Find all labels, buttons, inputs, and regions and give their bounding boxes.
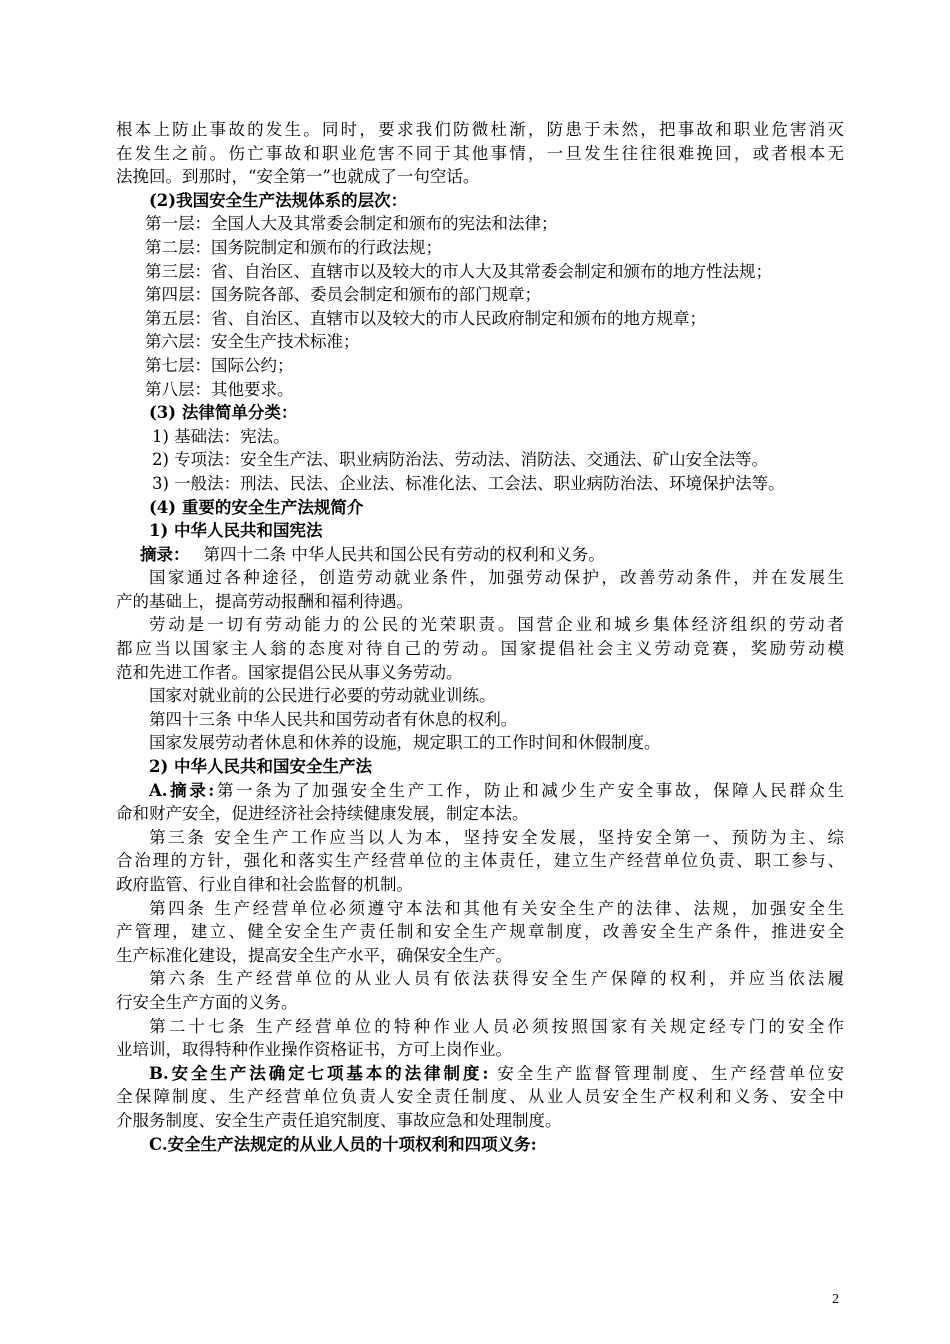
list-item: 第三层：省、自治区、直辖市以及较大的市人大及其常委会制定和颁布的地方性法规； xyxy=(145,261,772,281)
list-item: 第五层：省、自治区、直辖市以及较大的市人民政府制定和颁布的地方规章； xyxy=(145,308,706,328)
paragraph-line: 国家发展劳动者休息和休养的设施，规定职工的工作时间和休假制度。 xyxy=(149,733,661,753)
paragraph-line: 合治理的方针，强化和落实生产经营单位的主体责任，建立生产经营单位负责、职工参与、 xyxy=(116,851,844,871)
excerpt-text: 第一条为了加强安全生产工作，防止和减少生产安全事故，保障人民群众生 xyxy=(214,780,845,800)
paragraph-line xyxy=(116,543,844,567)
paragraph-line: 国家通过各种途径，创造劳动就业条件，加强劳动保护，改善劳动条件，并在发展生 xyxy=(149,568,844,588)
document-body xyxy=(116,118,844,1156)
list-item: 第八层：其他要求。 xyxy=(145,379,294,399)
list-item: 第四层：国务院各部、委员会制定和颁布的部门规章； xyxy=(145,285,541,305)
paragraph-line: 在发生之前。伤亡事故和职业危害不同于其他事情，一旦发生往往很难挽回，或者根本无 xyxy=(116,143,844,163)
list-item: 第六层：安全生产技术标准； xyxy=(145,332,360,352)
list-item: 1) 基础法：宪法。 xyxy=(152,426,290,446)
paragraph-line: 生产标准化建设，提高安全生产水平，确保安全生产。 xyxy=(116,945,512,965)
list-item: 第一层：全国人大及其常委会制定和颁布的宪法和法律； xyxy=(145,214,558,234)
subsection-heading: 2) 中华人民共和国安全生产法 xyxy=(149,757,373,777)
paragraph-line: 范和先进工作者。国家提倡公民从事义务劳动。 xyxy=(116,662,463,682)
paragraph-line: 介服务制度、安全生产责任追究制度、事故应急和处理制度。 xyxy=(116,1110,562,1130)
paragraph-line xyxy=(116,779,844,803)
excerpt-label: A.摘录: xyxy=(149,780,215,800)
paragraph-line: 劳动是一切有劳动能力的公民的光荣职责。国营企业和城乡集体经济组织的劳动者 xyxy=(149,615,844,635)
paragraph-line: 全保障制度、生产经营单位负责人安全责任制度、从业人员安全生产权利和义务、安全中 xyxy=(116,1087,844,1107)
paragraph-line: 法挽回。到那时，“安全第一”也就成了一句空话。 xyxy=(116,167,480,187)
paragraph-line: 业培训，取得特种作业操作资格证书，方可上岗作业。 xyxy=(116,1040,512,1060)
paragraph-line: 都应当以国家主人翁的态度对待自己的劳动。国家提倡社会主义劳动竞赛，奖励劳动模 xyxy=(116,639,844,659)
subsection-heading: 1) 中华人民共和国宪法 xyxy=(149,521,323,541)
paragraph-text: 安全生产监督管理制度、生产经营单位安 xyxy=(494,1063,845,1083)
paragraph-line: 第四条 生产经营单位必须遵守本法和其他有关安全生产的法律、法规，加强安全生 xyxy=(149,898,844,918)
list-item: 3) 一般法：刑法、民法、企业法、标准化法、工会法、职业病防治法、环境保护法等。 xyxy=(152,473,785,493)
paragraph-line: 命和财产安全，促进经济社会持续健康发展，制定本法。 xyxy=(116,804,529,824)
list-item: 2) 专项法：安全生产法、职业病防治法、劳动法、消防法、交通法、矿山安全法等。 xyxy=(152,450,769,470)
page-number: 2 xyxy=(832,1292,839,1307)
excerpt-text: 第四十二条 中华人民共和国公民有劳动的权利和义务。 xyxy=(203,544,605,564)
list-item: 第七层：国际公约； xyxy=(145,355,294,375)
excerpt-label: 摘录： xyxy=(140,544,190,564)
paragraph-line: 第六条 生产经营单位的从业人员有依法获得安全生产保障的权利，并应当依法履 xyxy=(149,969,844,989)
paragraph-line: 根本上防止事故的发生。同时，要求我们防微杜渐，防患于未然，把事故和职业危害消灭 xyxy=(116,120,844,139)
section-heading: (2)我国安全生产法规体系的层次： xyxy=(149,190,408,210)
list-item: 第二层：国务院制定和颁布的行政法规； xyxy=(145,237,442,257)
paragraph-line: 第三条 安全生产工作应当以人为本，坚持安全发展，坚持安全第一、预防为主、综 xyxy=(149,827,844,847)
section-heading: (4) 重要的安全生产法规简介 xyxy=(149,497,364,517)
bold-lead: B.安全生产法确定七项基本的法律制度: xyxy=(149,1063,489,1083)
paragraph-line: 行安全生产方面的义务。 xyxy=(116,992,298,1012)
paragraph-line: 第四十三条 中华人民共和国劳动者有休息的权利。 xyxy=(149,709,518,729)
paragraph-line: 第二十七条 生产经营单位的特种作业人员必须按照国家有关规定经专门的安全作 xyxy=(149,1016,844,1036)
paragraph-line xyxy=(116,1062,844,1086)
paragraph-line: 产管理，建立、健全安全生产责任制和安全生产规章制度，改善安全生产条件，推进安全 xyxy=(116,922,844,942)
section-heading: (3) 法律简单分类： xyxy=(149,403,298,423)
paragraph-line: 政府监管、行业自律和社会监督的机制。 xyxy=(116,875,413,894)
paragraph-line: 产的基础上，提高劳动报酬和福利待遇。 xyxy=(116,591,413,611)
subsection-heading: C.安全生产法规定的从业人员的十项权利和四项义务: xyxy=(149,1134,537,1154)
paragraph-line: 国家对就业前的公民进行必要的劳动就业训练。 xyxy=(149,686,496,706)
